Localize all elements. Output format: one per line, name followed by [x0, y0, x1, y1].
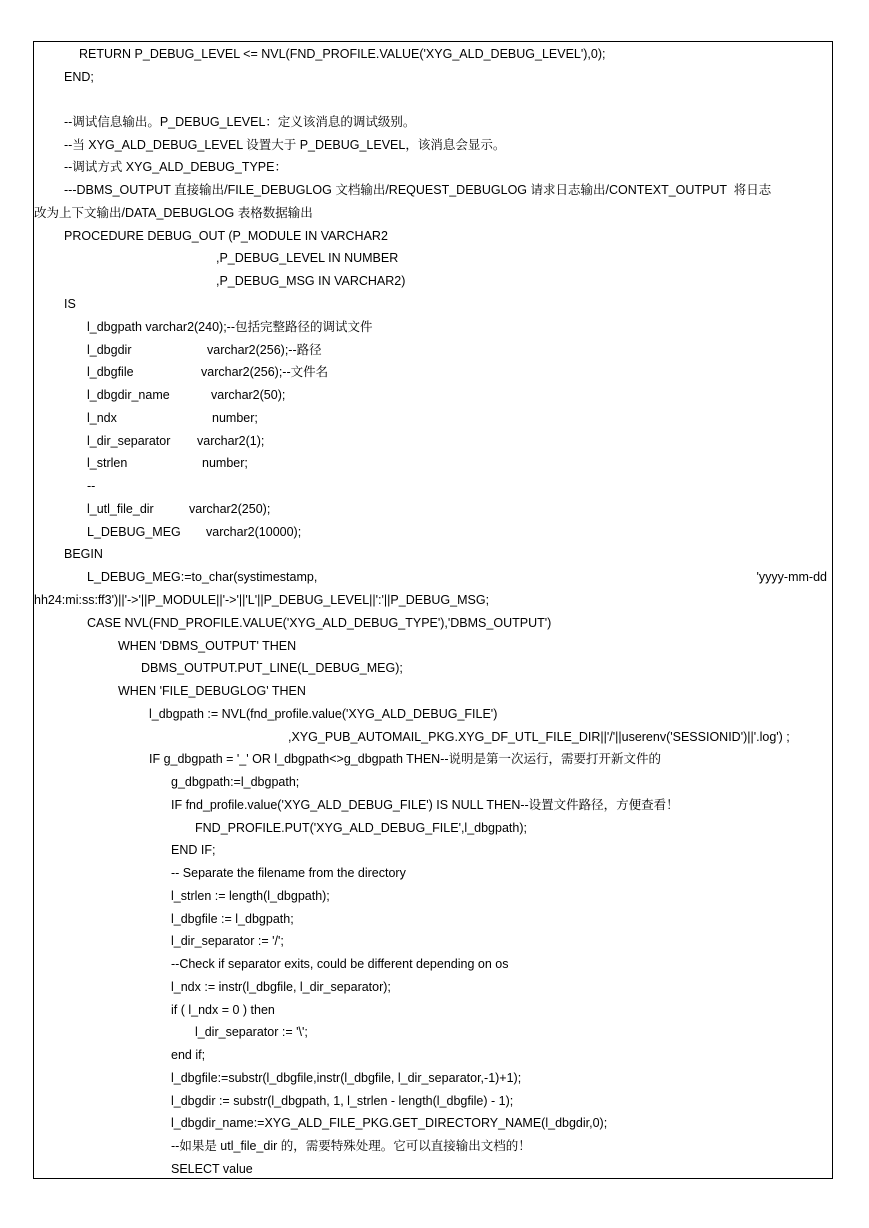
code-line: WHEN 'FILE_DEBUGLOG' THEN [118, 684, 306, 698]
code-line: l_dir_separator := '\'; [195, 1025, 308, 1039]
code-line: CASE NVL(FND_PROFILE.VALUE('XYG_ALD_DEBUG_TYPE'),'DBMS_OUTPUT') [87, 616, 552, 630]
code-line: IS [64, 297, 76, 311]
code-line: FND_PROFILE.PUT('XYG_ALD_DEBUG_FILE',l_dbgpath); [195, 821, 527, 835]
code-line: IF g_dbgpath = '_' OR l_dbgpath<>g_dbgpath THEN--说明是第一次运行，需要打开新文件的 [149, 752, 662, 766]
code-line: l_ndx := instr(l_dbgfile, l_dir_separator); [171, 980, 391, 994]
code-line: DBMS_OUTPUT.PUT_LINE(L_DEBUG_MEG); [141, 661, 403, 675]
code-line: varchar2(250); [189, 502, 271, 516]
code-line: l_dbgfile:=substr(l_dbgfile,instr(l_dbgfile, l_dir_separator,-1)+1); [171, 1071, 522, 1085]
code-line: WHEN 'DBMS_OUTPUT' THEN [118, 639, 297, 653]
code-line: RETURN P_DEBUG_LEVEL <= NVL(FND_PROFILE.VALUE('XYG_ALD_DEBUG_LEVEL'),0); [79, 47, 606, 61]
code-line: l_dbgdir := substr(l_dbgpath, 1, l_strlen - length(l_dbgfile) - 1); [171, 1094, 514, 1108]
code-line: 'yyyy-mm-dd [756, 570, 827, 584]
code-line: SELECT value [171, 1162, 253, 1176]
code-line: l_dbgfile := l_dbgpath; [171, 912, 294, 926]
code-line: L_DEBUG_MEG [87, 525, 181, 539]
code-line: --当 XYG_ALD_DEBUG_LEVEL 设置大于 P_DEBUG_LEVEL，该消息会显示。 [64, 138, 506, 152]
code-line: l_ndx [87, 411, 117, 425]
code-line: varchar2(1); [197, 434, 265, 448]
code-line: varchar2(256);--路径 [207, 343, 322, 357]
code-line: -- [87, 479, 96, 493]
code-line: ,P_DEBUG_MSG IN VARCHAR2) [216, 274, 406, 288]
code-line: L_DEBUG_MEG:=to_char(systimestamp, [87, 570, 318, 584]
code-line: l_dbgpath varchar2(240);--包括完整路径的调试文件 [87, 320, 373, 334]
code-line: hh24:mi:ss:ff3')||'->'||P_MODULE||'->'||'L'||P_DEBUG_LEVEL||':'||P_DEBUG_MSG; [34, 593, 490, 607]
code-line: --如果是 utl_file_dir 的，需要特殊处理。它可以直接输出文档的！ [171, 1139, 531, 1153]
code-line: varchar2(10000); [206, 525, 302, 539]
code-line: varchar2(256);--文件名 [201, 365, 329, 379]
code-line: varchar2(50); [211, 388, 286, 402]
code-line: l_utl_file_dir [87, 502, 154, 516]
code-line: END; [64, 70, 94, 84]
code-line: PROCEDURE DEBUG_OUT (P_MODULE IN VARCHAR2 [64, 229, 388, 243]
code-line: -- Separate the filename from the directory [171, 866, 406, 880]
code-frame [33, 41, 833, 1179]
code-line: number; [212, 411, 258, 425]
code-line: l_dbgdir_name [87, 388, 170, 402]
code-line: END IF; [171, 843, 216, 857]
code-line: l_dbgdir_name:=XYG_ALD_FILE_PKG.GET_DIRECTORY_NAME(l_dbgdir,0); [171, 1116, 608, 1130]
code-line: l_dir_separator [87, 434, 171, 448]
code-line: l_strlen [87, 456, 128, 470]
code-line: l_dir_separator := '/'; [171, 934, 284, 948]
code-line: --调试信息输出。P_DEBUG_LEVEL：定义该消息的调试级别。 [64, 115, 416, 129]
code-line: ,XYG_PUB_AUTOMAIL_PKG.XYG_DF_UTL_FILE_DIR||'/'||userenv('SESSIONID')||'.log') ; [288, 730, 790, 744]
code-line: number; [202, 456, 248, 470]
code-line: g_dbgpath:=l_dbgpath; [171, 775, 300, 789]
code-line: IF fnd_profile.value('XYG_ALD_DEBUG_FILE') IS NULL THEN--设置文件路径，方便查看！ [171, 798, 679, 812]
code-line: l_dbgfile [87, 365, 134, 379]
code-line: ---DBMS_OUTPUT 直接输出/FILE_DEBUGLOG 文档输出/REQUEST_DEBUGLOG 请求日志输出/CONTEXT_OUTPUT 将日志 [64, 183, 772, 197]
code-line: if ( l_ndx = 0 ) then [171, 1003, 275, 1017]
code-line: ,P_DEBUG_LEVEL IN NUMBER [216, 251, 399, 265]
code-line: end if; [171, 1048, 206, 1062]
code-line: 改为上下文输出/DATA_DEBUGLOG 表格数据输出 [34, 206, 313, 220]
code-line: l_strlen := length(l_dbgpath); [171, 889, 330, 903]
code-line: BEGIN [64, 547, 103, 561]
code-line: l_dbgdir [87, 343, 132, 357]
code-line: --调试方式 XYG_ALD_DEBUG_TYPE： [64, 160, 287, 174]
code-line: l_dbgpath := NVL(fnd_profile.value('XYG_ALD_DEBUG_FILE') [149, 707, 498, 721]
code-line: --Check if separator exits, could be different depending on os [171, 957, 509, 971]
